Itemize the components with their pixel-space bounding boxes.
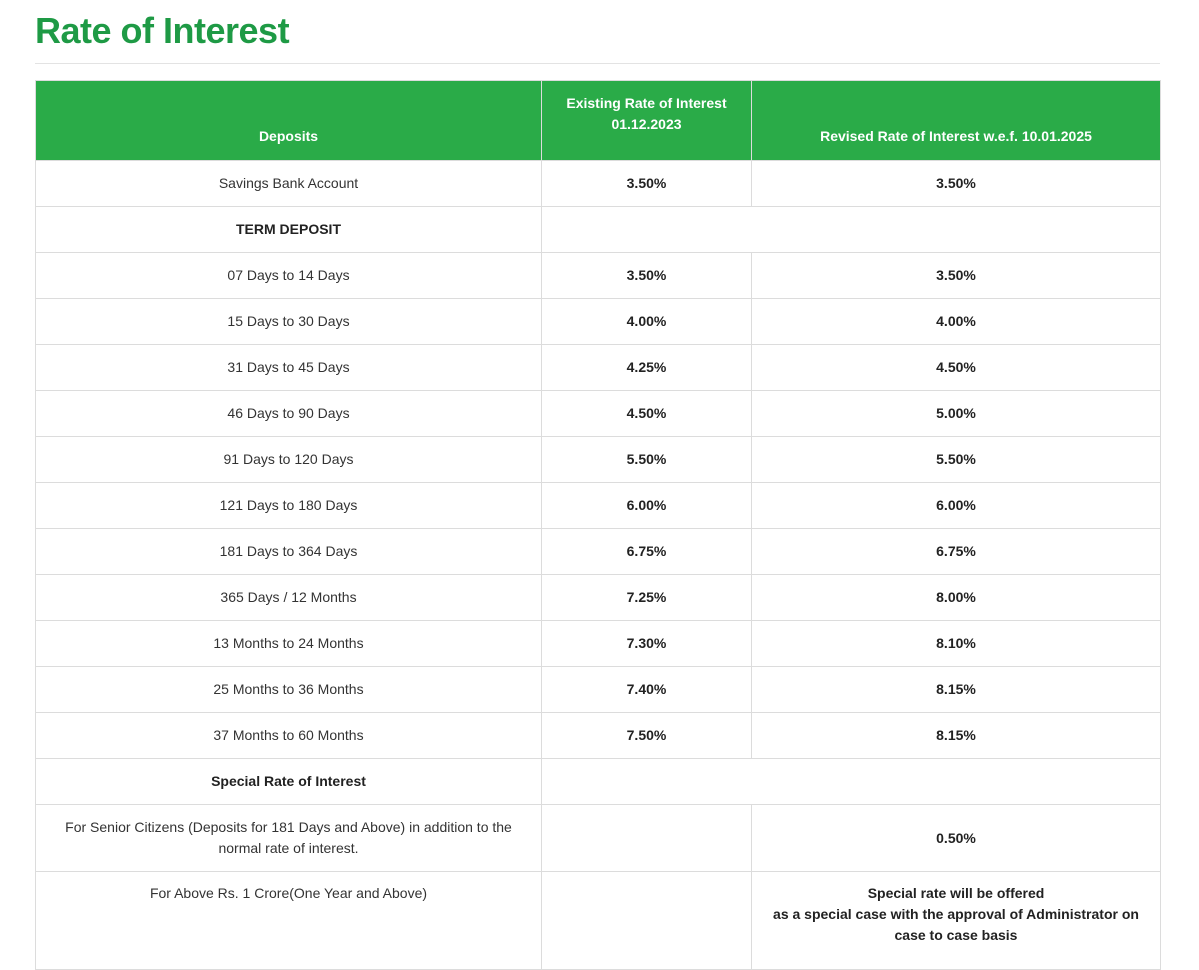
header-revised-rate: Revised Rate of Interest w.e.f. 10.01.2025 (752, 81, 1161, 161)
table-row (36, 529, 1161, 575)
revised-rate-cell: 3.50% (752, 253, 1161, 299)
table-row (36, 345, 1161, 391)
revised-rate-cell: 4.00% (752, 299, 1161, 345)
row-label: 25 Months to 36 Months (36, 667, 542, 713)
revised-rate-cell: 8.00% (752, 575, 1161, 621)
existing-rate-cell: 7.50% (542, 713, 752, 759)
row-label: For Senior Citizens (Deposits for 181 Days and Above) in addition to the normal rate of interest. (36, 805, 542, 872)
row-label: 07 Days to 14 Days (36, 253, 542, 299)
revised-note-line1: Special rate will be offered (867, 885, 1045, 901)
revised-rate-cell: 6.00% (752, 483, 1161, 529)
table-row (36, 299, 1161, 345)
revised-rate-cell: 8.10% (752, 621, 1161, 667)
existing-rate-cell: 3.50% (542, 253, 752, 299)
table-row (36, 437, 1161, 483)
existing-rate-cell: 5.50% (542, 437, 752, 483)
table-row (36, 713, 1161, 759)
existing-rate-cell (542, 872, 752, 970)
row-label: For Above Rs. 1 Crore(One Year and Above) (36, 872, 542, 970)
table-row-senior-citizens (36, 805, 1161, 872)
revised-rate-cell: 5.50% (752, 437, 1161, 483)
table-row-special-heading (36, 759, 1161, 805)
revised-rate-cell: 5.00% (752, 391, 1161, 437)
header-existing-rate (542, 81, 752, 161)
row-label: 121 Days to 180 Days (36, 483, 542, 529)
header-existing-line1: Existing Rate of Interest (566, 95, 727, 111)
row-label: 365 Days / 12 Months (36, 575, 542, 621)
section-heading-special-rate: Special Rate of Interest (36, 759, 542, 805)
revised-rate-cell: 6.75% (752, 529, 1161, 575)
existing-rate-cell: 7.40% (542, 667, 752, 713)
row-label: 46 Days to 90 Days (36, 391, 542, 437)
revised-rate-cell (752, 872, 1161, 970)
row-label: 37 Months to 60 Months (36, 713, 542, 759)
existing-rate-cell: 4.25% (542, 345, 752, 391)
table-row (36, 575, 1161, 621)
existing-rate-cell: 3.50% (542, 161, 752, 207)
revised-rate-cell: 4.50% (752, 345, 1161, 391)
header-deposits: Deposits (36, 81, 542, 161)
row-label: Savings Bank Account (36, 161, 542, 207)
header-existing-line2: 01.12.2023 (611, 116, 682, 132)
section-heading-term-deposit: TERM DEPOSIT (36, 207, 542, 253)
existing-rate-cell: 7.25% (542, 575, 752, 621)
existing-rate-cell: 6.00% (542, 483, 752, 529)
table-row (36, 621, 1161, 667)
row-label: 181 Days to 364 Days (36, 529, 542, 575)
row-label: 13 Months to 24 Months (36, 621, 542, 667)
revised-note-line2: as a special case with the approval of Administrator on case to case basis (773, 906, 1139, 943)
existing-rate-cell (542, 805, 752, 872)
revised-rate-cell: 8.15% (752, 667, 1161, 713)
table-row-above-1-crore (36, 872, 1161, 970)
table-row-savings (36, 161, 1161, 207)
table-row (36, 483, 1161, 529)
table-header-row (36, 81, 1161, 161)
existing-rate-cell: 4.50% (542, 391, 752, 437)
table-row (36, 391, 1161, 437)
empty-cell (542, 759, 1161, 805)
table-row (36, 667, 1161, 713)
interest-rate-table (35, 80, 1161, 970)
row-label: 15 Days to 30 Days (36, 299, 542, 345)
row-label: 91 Days to 120 Days (36, 437, 542, 483)
revised-rate-cell: 0.50% (752, 805, 1161, 872)
revised-rate-cell: 3.50% (752, 161, 1161, 207)
page-title: Rate of Interest (35, 10, 290, 51)
existing-rate-cell: 6.75% (542, 529, 752, 575)
empty-cell (542, 207, 1161, 253)
revised-rate-cell: 8.15% (752, 713, 1161, 759)
row-label: 31 Days to 45 Days (36, 345, 542, 391)
existing-rate-cell: 7.30% (542, 621, 752, 667)
existing-rate-cell: 4.00% (542, 299, 752, 345)
title-divider (35, 63, 1160, 64)
table-row-term-deposit-heading (36, 207, 1161, 253)
table-row (36, 253, 1161, 299)
